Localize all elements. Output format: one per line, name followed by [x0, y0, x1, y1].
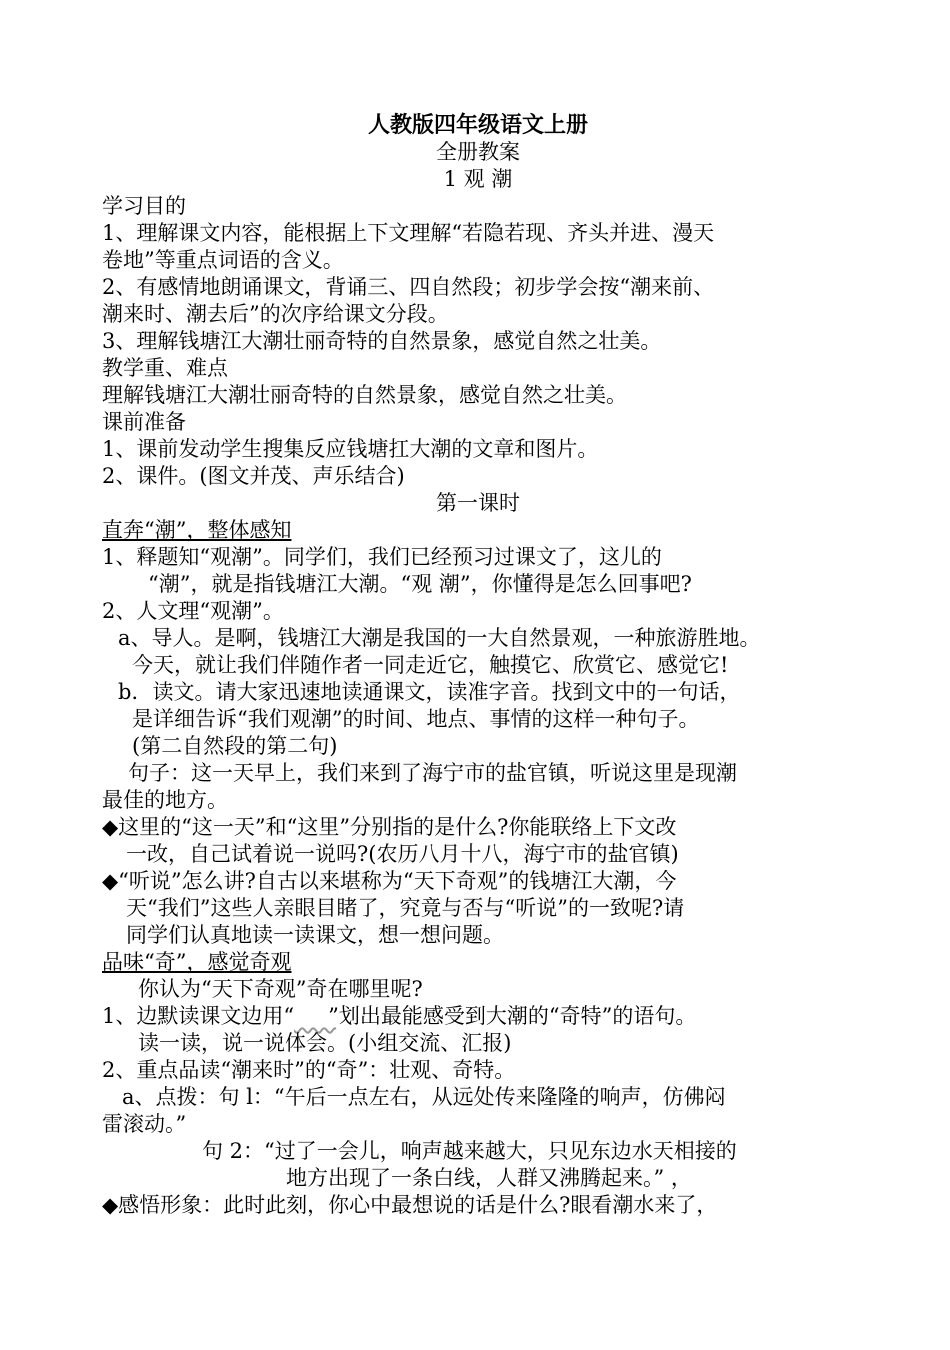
s2-item-1-line-1 [102, 1003, 854, 1030]
period-1-heading: 第一课时 [436, 491, 520, 515]
prep-2: 2、课件。(图文并茂、声乐结合) [102, 464, 405, 488]
section-1-heading: 直奔“潮”，整体感知 [102, 518, 292, 542]
s1-question-2-line-2: 天“我们”这些人亲眼目睹了，究竟与否与“听说”的一致呢?请 [126, 896, 685, 920]
s1-question-1-line-2: 一改，自己试着说一说吗?(农历八月十八，海宁市的盐官镇) [126, 842, 679, 866]
s1-question-1-line-1: ◆这里的“这一天”和“这里”分别指的是什么?你能联络上下文改 [102, 815, 677, 839]
s1-question-2-line-1: ◆“听说”怎么讲?自古以来堪称为“天下奇观”的钱塘江大潮，今 [102, 869, 677, 893]
s1-item-1-line-1: 1、释题知“观潮”。同学们，我们已经预习过课文了，这儿的 [102, 545, 662, 569]
s1-a-line-2: 今天，就让我们伴随作者一同走近它，触摸它、欣赏它、感觉它! [132, 653, 729, 677]
s2-item-1-line-2: 读一读，说一说体会。(小组交流、汇报) [138, 1031, 512, 1055]
heading-prep: 课前准备 [102, 410, 186, 434]
goal-1-line-1: 1、理解课文内容，能根据上下文理解“若隐若现、齐头并进、漫天 [102, 221, 715, 245]
heading-goals: 学习目的 [102, 194, 186, 218]
goal-2-line-2: 潮来时、潮去后”的次序给课文分段。 [102, 302, 449, 326]
s2-question: ◆感悟形象：此时此刻，你心中最想说的话是什么?眼看潮水来了， [102, 1193, 718, 1217]
s1-sentence-line-2: 最佳的地方。 [102, 788, 228, 812]
s2-intro: 你认为“天下奇观”奇在哪里呢? [138, 977, 423, 1001]
s2-b-line-1: 句 2：“过了一会儿，响声越来越大，只见东边水天相接的 [202, 1139, 737, 1163]
section-2-heading: 品味“奇”，感觉奇观 [102, 950, 292, 974]
s1-b-line-1: b．读文。请大家迅速地读通课文，读准字音。找到文中的一句话， [118, 680, 741, 704]
s2-item-1-suffix: ”划出最能感受到大潮的“奇特”的语句。 [328, 1004, 697, 1028]
s2-b-line-2: 地方出现了一条白线，人群又沸腾起来。” ， [286, 1166, 692, 1190]
s1-question-2-line-3: 同学们认真地读一读课文，想一想问题。 [126, 923, 504, 947]
s1-sentence-line-1: 句子：这一天早上，我们来到了海宁市的盐官镇，听说这里是现潮 [128, 761, 737, 785]
heading-focus: 教学重、难点 [102, 356, 228, 380]
focus-text: 理解钱塘江大潮壮丽奇特的自然景象，感觉自然之壮美。 [102, 383, 627, 407]
s2-a-line-2: 雷滚动。” [102, 1112, 187, 1136]
s2-a-line-1: a、点拨：句 l：“午后一点左右，从远处传来隆隆的响声，仿佛闷 [122, 1085, 726, 1109]
doc-subtitle: 全册教案 [436, 140, 520, 164]
wavy-underline-mark [294, 1003, 328, 1030]
goal-3: 3、理解钱塘江大潮壮丽奇特的自然景象，感觉自然之壮美。 [102, 329, 662, 353]
s1-b-line-3: (第二自然段的第二句) [132, 734, 338, 758]
s1-a-line-1: a、导人。是啊，钱塘江大潮是我国的一大自然景观，一种旅游胜地。 [118, 626, 761, 650]
goal-1-line-2: 卷地”等重点词语的含义。 [102, 248, 344, 272]
s1-item-1-line-2: “潮”，就是指钱塘江大潮。“观 潮”，你懂得是怎么回事吧? [148, 572, 692, 596]
doc-title: 人教版四年级语文上册 [367, 112, 588, 138]
lesson-title: 1 观 潮 [443, 167, 513, 191]
s2-item-1-prefix: 1、边默读课文边用“ [102, 1004, 295, 1028]
goal-2-line-1: 2、有感情地朗诵课文，背诵三、四自然段；初步学会按“潮来前、 [102, 275, 715, 299]
s1-b-line-2: 是详细告诉“我们观潮”的时间、地点、事情的这样一种句子。 [132, 707, 700, 731]
s1-item-2: 2、人文理“观潮”。 [102, 599, 284, 623]
document-body [102, 112, 854, 1219]
s2-item-2: 2、重点品读“潮来时”的“奇”：壮观、奇特。 [102, 1058, 516, 1082]
prep-1: 1、课前发动学生搜集反应钱塘扛大潮的文章和图片。 [102, 437, 599, 461]
